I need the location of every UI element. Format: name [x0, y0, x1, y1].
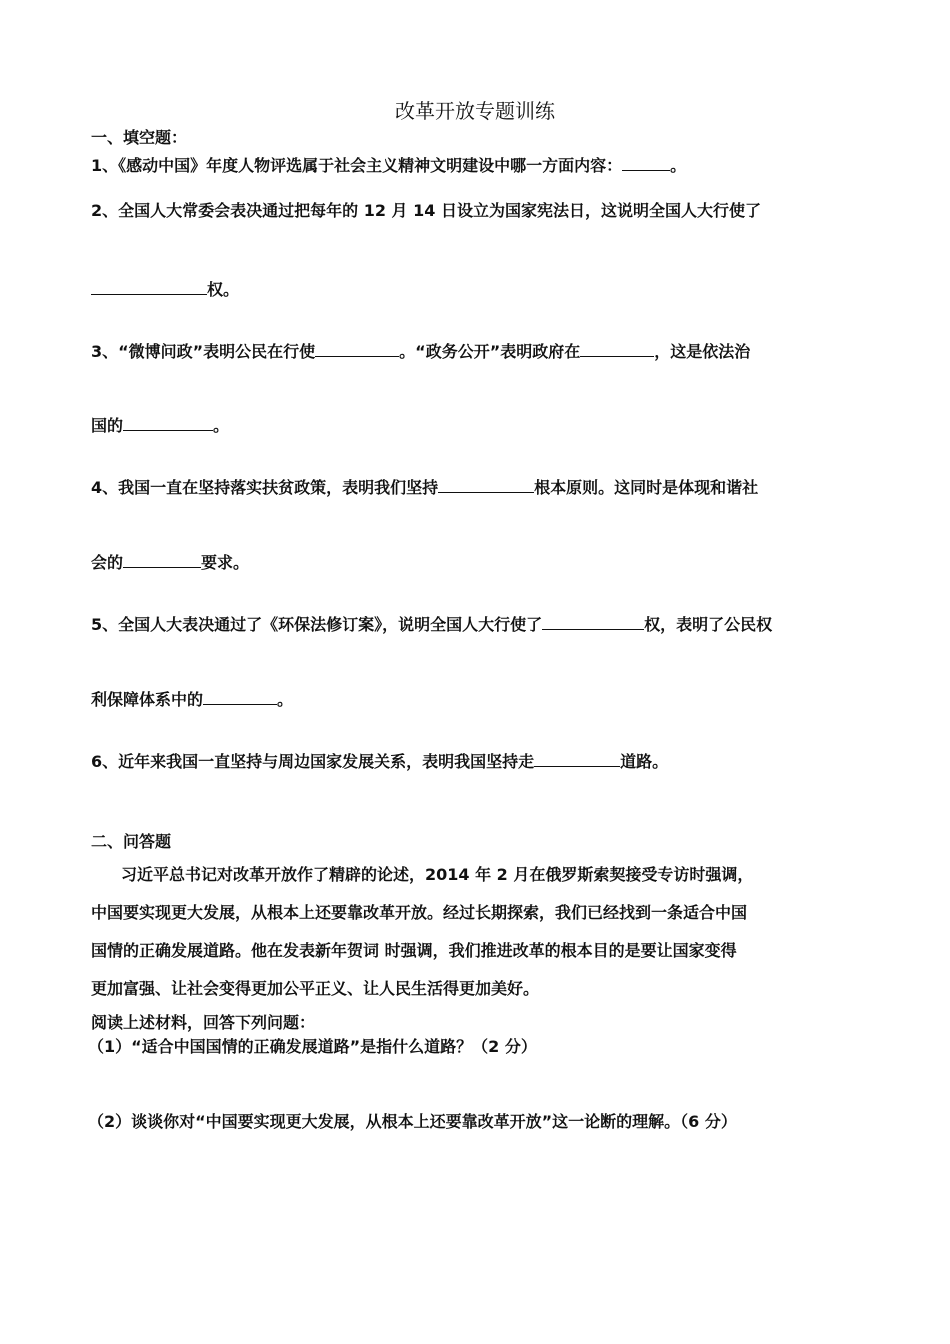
answer-blank[interactable] [438, 476, 534, 493]
question-5-line-2-end: 。 [277, 690, 294, 709]
question-3-line-2-start: 国的 [91, 416, 124, 435]
question-1-text: 1、《感动中国》年度人物评选属于社会主义精神文明建设中哪一方面内容： [91, 156, 623, 175]
question-4-part-2: 根本原则。这同时是体现和谐社 [534, 478, 759, 497]
section-heading-qa: 二、问答题 [91, 832, 172, 851]
material-line-4: 更加富强、让社会变得更加公平正义、让人民生活得更加美好。 [91, 979, 540, 998]
page-title: 改革开放专题训练 [395, 99, 555, 123]
answer-blank[interactable] [91, 278, 207, 295]
question-5-part-2: 权，表明了公民权 [644, 615, 773, 634]
answer-blank[interactable] [123, 414, 213, 431]
answer-blank[interactable] [622, 154, 670, 171]
answer-blank[interactable] [203, 688, 277, 705]
question-3-line-2 [91, 414, 229, 434]
question-3-part-1: 3、“微博问政”表明公民在行使 [91, 342, 316, 361]
answer-blank[interactable] [534, 750, 620, 767]
sub-question-2: （2）谈谈你对“中国要实现更大发展，从根本上还要靠改革开放”这一论断的理解。（6 分） [88, 1112, 737, 1131]
answer-blank[interactable] [123, 551, 201, 568]
question-6-part-1: 6、近年来我国一直坚持与周边国家发展关系，表明我国坚持走 [91, 752, 535, 771]
question-6 [91, 750, 668, 770]
question-2-line-2 [91, 278, 239, 298]
question-6-part-2: 道路。 [620, 752, 669, 771]
question-5-line-1 [91, 613, 772, 633]
question-2-end: 权。 [207, 280, 240, 299]
question-5-line-2-start: 利保障体系中的 [91, 690, 204, 709]
material-line-2: 中国要实现更大发展，从根本上还要靠改革开放。经过长期探索，我们已经找到一条适合中国 [91, 903, 748, 922]
question-4-line-2-end: 要求。 [201, 553, 250, 572]
question-3-line-1 [91, 340, 750, 360]
question-1 [91, 154, 686, 174]
answer-blank[interactable] [580, 340, 654, 357]
material-line-1: 习近平总书记对改革开放作了精辟的论述，2014 年 2 月在俄罗斯索契接受专访时强调， [121, 865, 754, 884]
question-3-part-3: ，这是依法治 [654, 342, 751, 361]
question-4-part-1: 4、我国一直在坚持落实扶贫政策，表明我们坚持 [91, 478, 439, 497]
question-1-end: 。 [670, 156, 687, 175]
material-line-3: 国情的正确发展道路。他在发表新年贺词 时强调，我们推进改革的根本目的是要让国家变得 [91, 941, 737, 960]
question-2-line-1: 2、全国人大常委会表决通过把每年的 12 月 14 日设立为国家宪法日，这说明全国人大行使了 [91, 201, 761, 220]
question-4-line-2-start: 会的 [91, 553, 124, 572]
question-3-line-2-end: 。 [213, 416, 230, 435]
sub-question-1: （1）“适合中国国情的正确发展道路”是指什么道路？（2 分） [88, 1037, 537, 1056]
reading-prompt: 阅读上述材料，回答下列问题： [91, 1013, 316, 1032]
question-5-line-2 [91, 688, 293, 708]
question-4-line-1 [91, 476, 758, 496]
question-3-part-2: 。“政务公开”表明政府在 [399, 342, 581, 361]
section-heading-fill-blank: 一、填空题： [91, 128, 188, 147]
answer-blank[interactable] [542, 613, 644, 630]
answer-blank[interactable] [315, 340, 399, 357]
question-5-part-1: 5、全国人大表决通过了《环保法修订案》，说明全国人大行使了 [91, 615, 543, 634]
question-4-line-2 [91, 551, 249, 571]
